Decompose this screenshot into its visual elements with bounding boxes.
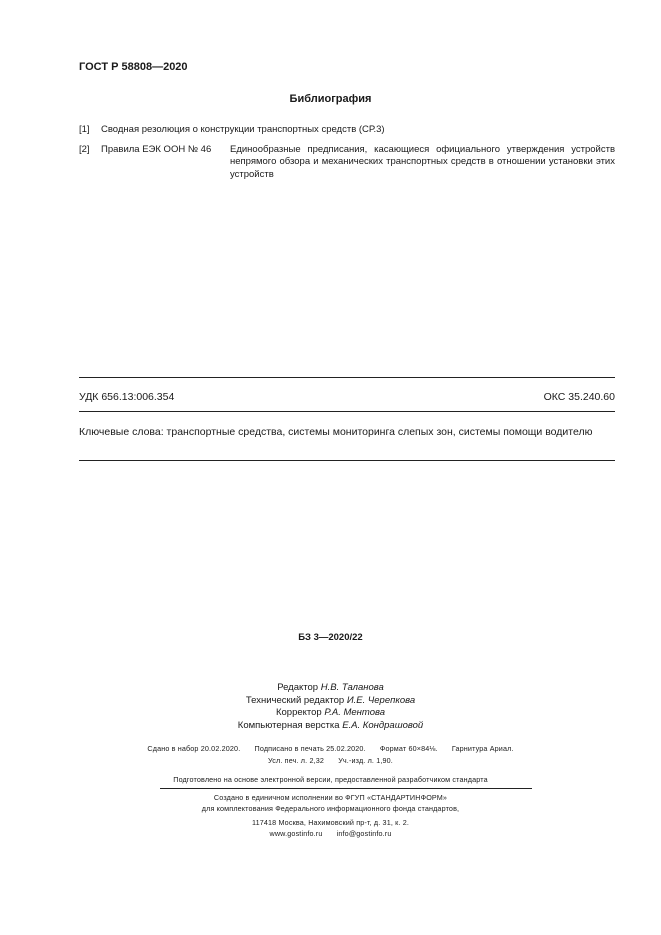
staff-role: Компьютерная верстка (237, 719, 340, 731)
entry-number: [2] (79, 144, 90, 155)
typeface: Гарнитура Ариал. (451, 744, 514, 753)
publisher-email[interactable]: info@gostinfo.ru (336, 829, 392, 838)
staff-line (0, 682, 661, 695)
staff-role: Корректор (275, 707, 322, 718)
print-info-row (0, 743, 661, 754)
staff-credits (0, 682, 661, 732)
entry-source: Правила ЕЭК ООН № 46 (101, 144, 212, 155)
divider-bottom (79, 460, 615, 461)
prepared-note: Подготовлено на основе электронной версии, предоставленной разработчиком стандарта (173, 775, 488, 784)
staff-name: Н.В. Таланова (320, 682, 384, 693)
publishing-sheets: Уч.-изд. л. 1,90. (338, 756, 393, 765)
signed-date: Подписано в печать 25.02.2020. (254, 744, 366, 753)
print-sheets: Усл. печ. л. 2,32 (268, 756, 325, 765)
staff-line (0, 720, 661, 733)
paper-format: Формат 60×84⅛. (379, 744, 438, 753)
entry-description: Единообразные предписания, касающиеся официального утверждения устройств непрямого обзора и механических транспортных средств в отношении установки этих устройств (230, 144, 615, 180)
publisher-contacts (0, 828, 661, 839)
bibliography-title: Библиография (289, 93, 372, 105)
divider-middle (79, 411, 615, 412)
udk-code: УДК 656.13:006.354 (79, 391, 175, 403)
entry-number: [1] (79, 124, 90, 135)
publisher-line: для комплектования Федерального информационного фонда стандартов, (201, 804, 460, 813)
staff-name: Р.А. Ментова (324, 707, 386, 718)
staff-line (0, 695, 661, 708)
document-code: ГОСТ Р 58808—2020 (79, 61, 188, 73)
staff-line (0, 707, 661, 720)
staff-name: Е.А. Кондрашовой (342, 719, 424, 731)
publisher-divider (160, 788, 532, 789)
staff-name: И.Е. Черепкова (346, 694, 416, 706)
publisher-address: 117418 Москва, Нахимовский пр-т, д. 31, к. 2. (251, 818, 410, 827)
submitted-date: Сдано в набор 20.02.2020. (147, 744, 241, 753)
divider-top (79, 377, 615, 378)
publisher-website[interactable]: www.gostinfo.ru (269, 829, 323, 838)
oks-code: ОКС 35.240.60 (543, 391, 615, 403)
bibliography-entry (79, 144, 615, 184)
publisher-line: Создано в единичном исполнении во ФГУП «СТАНДАРТИНФОРМ» (213, 793, 448, 802)
staff-role: Технический редактор (245, 694, 345, 706)
keywords: Ключевые слова: транспортные средства, системы мониторинга слепых зон, системы помощи водителю (79, 426, 593, 438)
staff-role: Редактор (277, 682, 319, 693)
entry-source: Сводная резолюция о конструкции транспортных средств (СР.3) (101, 124, 385, 135)
bz-number: БЗ 3—2020/22 (298, 632, 363, 643)
sheets-row (0, 755, 661, 766)
